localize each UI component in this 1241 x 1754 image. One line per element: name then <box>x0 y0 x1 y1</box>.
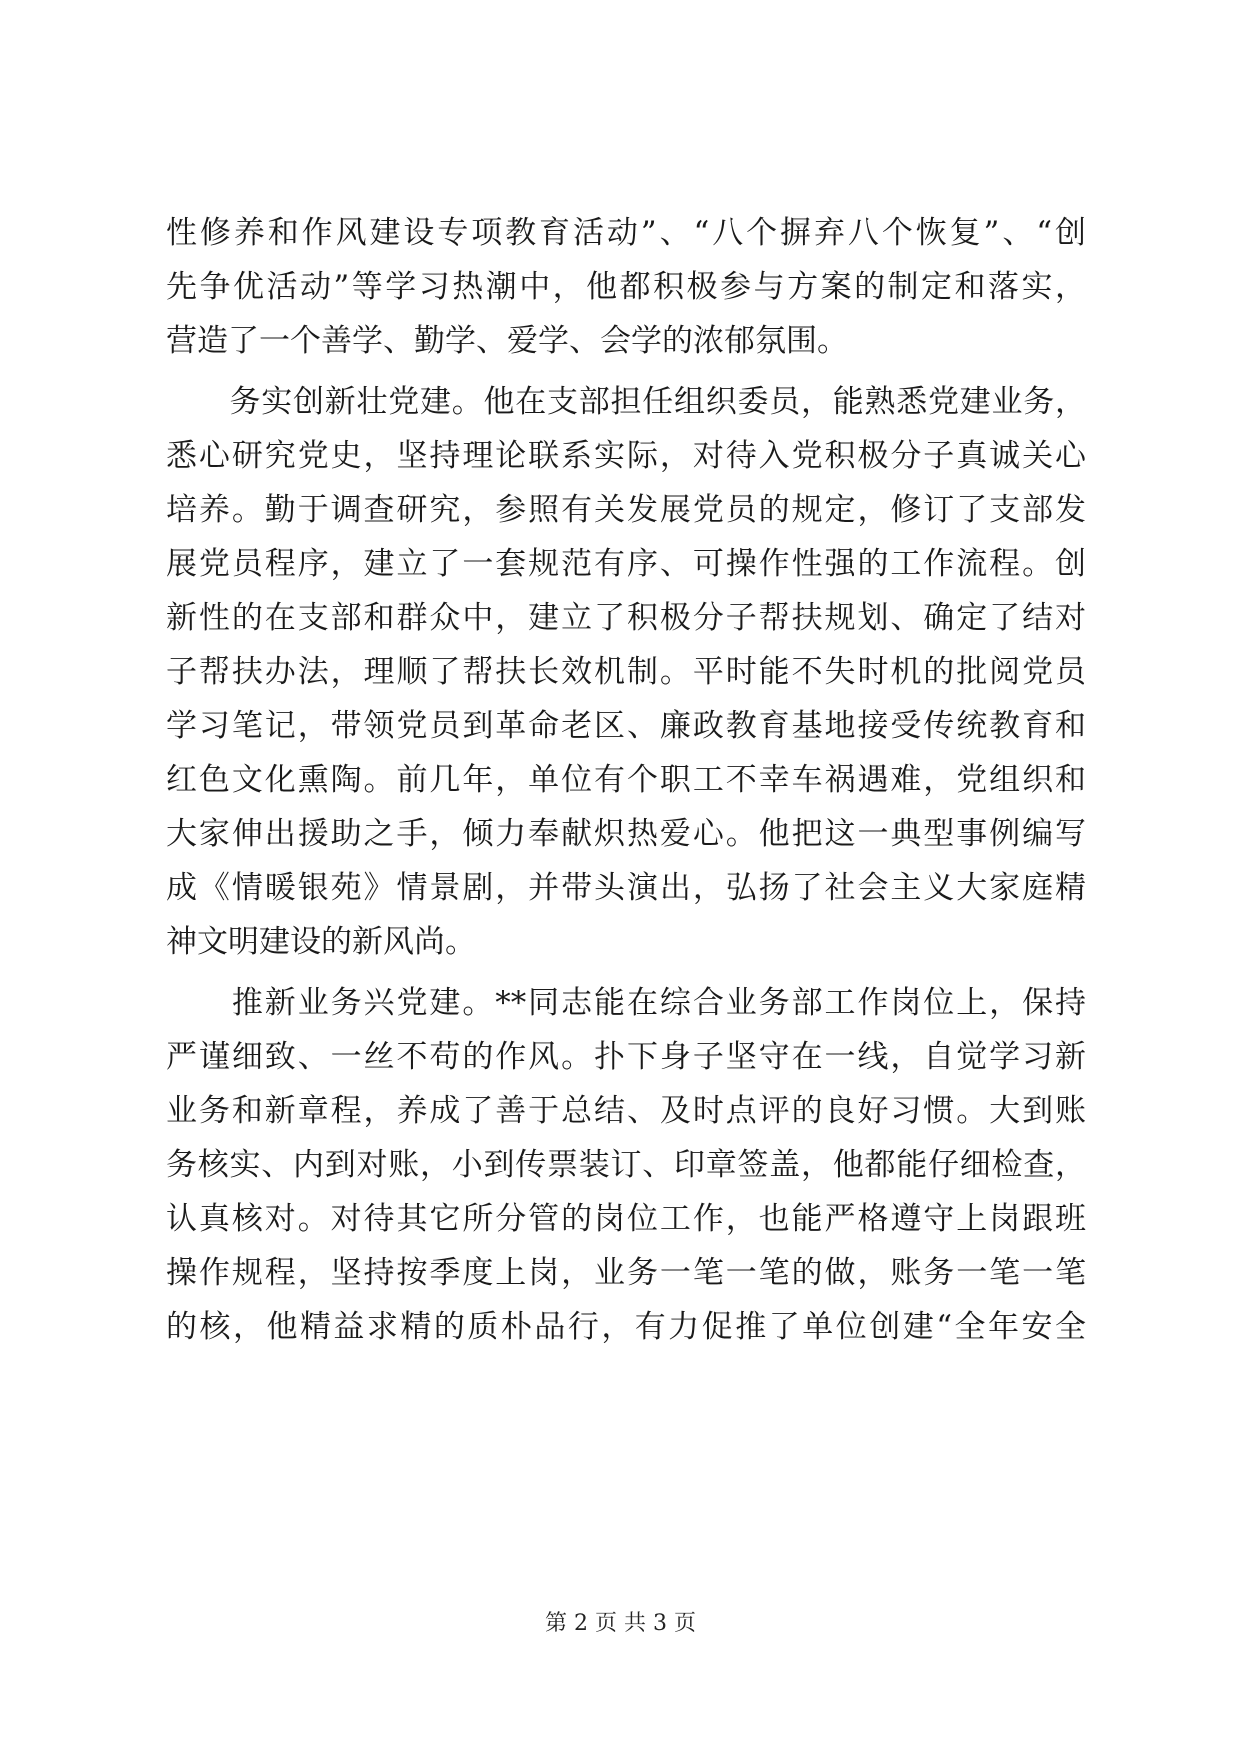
body-line: 业务和新章程，养成了善于总结、及时点评的良好习惯。大到账 <box>166 1093 1086 1129</box>
body-line: 认真核对。对待其它所分管的岗位工作，也能严格遵守上岗跟班 <box>166 1201 1086 1237</box>
body-line: 学习笔记，带领党员到革命老区、廉政教育基地接受传统教育和 <box>166 708 1086 744</box>
body-line: 操作规程，坚持按季度上岗，业务一笔一笔的做，账务一笔一笔 <box>166 1255 1086 1291</box>
body-line: 大家伸出援助之手，倾力奉献炽热爱心。他把这一典型事例编写 <box>166 816 1086 852</box>
body-line: 培养。勤于调查研究，参照有关发展党员的规定，修订了支部发 <box>166 492 1086 528</box>
body-line: 神文明建设的新风尚。 <box>166 924 476 960</box>
body-line: 务核实、内到对账，小到传票装订、印章签盖，他都能仔细检查， <box>166 1147 1086 1183</box>
body-line: 成《情暖银苑》情景剧，并带头演出，弘扬了社会主义大家庭精 <box>166 870 1086 906</box>
page-footer: 第 2 页 共 3 页 <box>545 1611 696 1636</box>
body-line: 的核，他精益求精的质朴品行，有力促推了单位创建“全年安全 <box>166 1309 1086 1345</box>
body-line: 子帮扶办法，理顺了帮扶长效机制。平时能不失时机的批阅党员 <box>166 654 1086 690</box>
body-line: 务实创新壮党建。他在支部担任组织委员，能熟悉党建业务， <box>166 384 1086 420</box>
body-line: 营造了一个善学、勤学、爱学、会学的浓郁氛围。 <box>166 323 848 359</box>
body-line: 推新业务兴党建。**同志能在综合业务部工作岗位上，保持 <box>166 985 1086 1021</box>
body-line: 红色文化熏陶。前几年，单位有个职工不幸车祸遇难，党组织和 <box>166 762 1086 798</box>
body-line: 悉心研究党史，坚持理论联系实际，对待入党积极分子真诚关心 <box>166 438 1086 474</box>
body-line: 新性的在支部和群众中，建立了积极分子帮扶规划、确定了结对 <box>166 600 1086 636</box>
body-line: 严谨细致、一丝不苟的作风。扑下身子坚守在一线，自觉学习新 <box>166 1039 1086 1075</box>
body-line: 性修养和作风建设专项教育活动”、“八个摒弃八个恢复”、“创 <box>166 215 1086 251</box>
body-line: 先争优活动”等学习热潮中，他都积极参与方案的制定和落实， <box>166 269 1086 305</box>
body-line: 展党员程序，建立了一套规范有序、可操作性强的工作流程。创 <box>166 546 1086 582</box>
